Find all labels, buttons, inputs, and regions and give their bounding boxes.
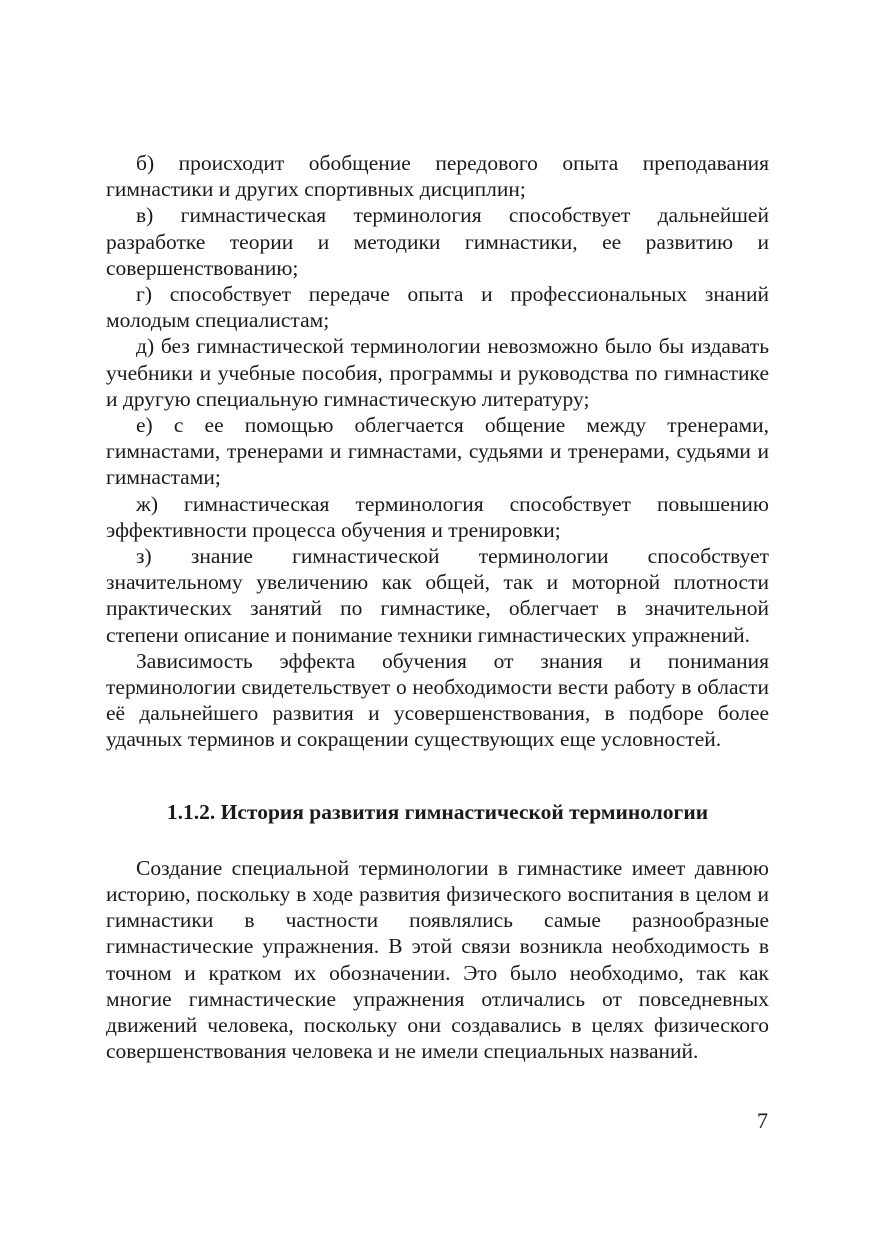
list-item-v: в) гимнастическая терминология способствует дальнейшей разработке теории и методики гимнастики, ее развитию и совершенствованию; bbox=[106, 203, 769, 280]
section-paragraph: Создание специальной терминологии в гимнастике имеет давнюю историю, поскольку в ходе развития физического воспитания в целом и гимнастики в частности появлялись самые разнообразные гимнастические упражнения. В этой связи возникла необходимость в точном и кратком их обозначении. Это было необходимо, так как многие гимнастические упражнения отличались от повседневных движений человека, поскольку они создавались в целях физического совершенствования человека и не имели специальных названий. bbox=[106, 855, 769, 1064]
closing-paragraph: Зависимость эффекта обучения от знания и понимания терминологии свидетельствует о необходимости вести работу в области её дальнейшего развития и усовершенствования, в подборе более удачных терминов и сокращении существующих еще условностей. bbox=[106, 648, 769, 752]
list-item-d: д) без гимнастической терминологии невозможно было бы издавать учебники и учебные пособия, программы и руководства по гимнастике и другую специальную гимнастическую литературу; bbox=[106, 334, 769, 411]
list-item-z: з) знание гимнастической терминологии способствует значительному увеличению как общей, так и моторной плотности практических занятий по гимнастике, облегчает в значительной степени описание и понимание техники гимнастических упражнений. bbox=[106, 544, 769, 647]
list-item-zh: ж) гимнастическая терминология способствует повышению эффективности процесса обучения и тренировки; bbox=[106, 491, 769, 542]
section-heading-block bbox=[106, 753, 769, 855]
list-item-b: б) происходит обобщение передового опыта преподавания гимнастики и других спортивных дисциплин; bbox=[106, 151, 769, 202]
page-content bbox=[106, 150, 769, 1065]
list-item-g: г) способствует передаче опыта и профессиональных знаний молодым специалистам; bbox=[106, 282, 769, 333]
list-item-e: е) с ее помощью облегчается общение между тренерами, гимнастами, тренерами и гимнастами, судьями и тренерами, судьями и гимнастами; bbox=[106, 413, 769, 490]
section-heading: 1.1.2. История развития гимнастической терминологии bbox=[166, 799, 709, 824]
page-number: 7 bbox=[757, 1108, 768, 1133]
